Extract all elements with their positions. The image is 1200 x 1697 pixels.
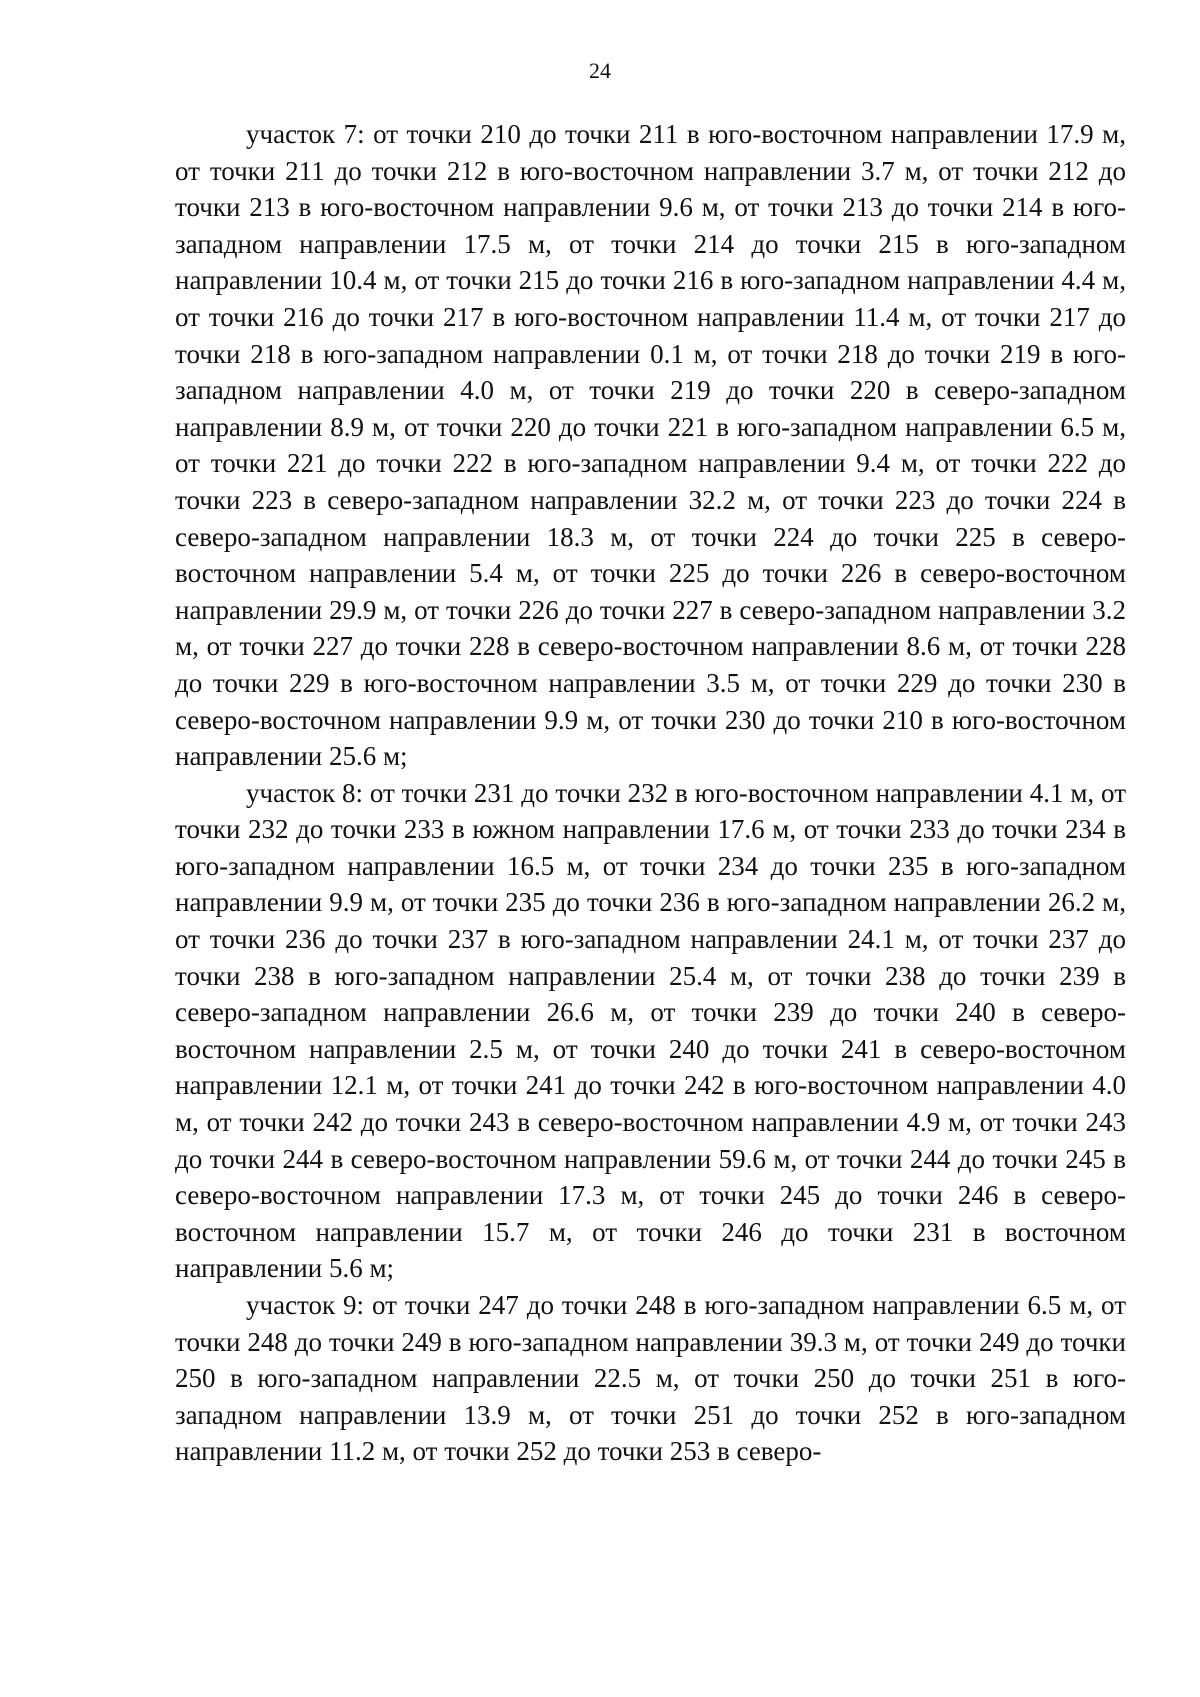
paragraph-plot-9: участок 9: от точки 247 до точки 248 в юго-западном направлении 6.5 м, от точки 248 до точки 249 в юго-западном направлении 39.3 м, от точки 249 до точки 250 в юго-западном направлении 22.5 м, от точки 250 до точки 251 в юго-западном направлении 13.9 м, от точки 251 до точки 252 в юго-западном направлении 11.2 м, от точки 252 до точки 253 в северо- (175, 1290, 1126, 1467)
document-body (175, 116, 1126, 1470)
paragraph-plot-8: участок 8: от точки 231 до точки 232 в юго-восточном направлении 4.1 м, от точки 232 до точки 233 в южном направлении 17.6 м, от точки 233 до точки 234 в юго-западном направлении 16.5 м, от точки 234 до точки 235 в юго-западном направлении 9.9 м, от точки 235 до точки 236 в юго-западном направлении 26.2 м, от точки 236 до точки 237 в юго-западном направлении 24.1 м, от точки 237 до точки 238 в юго-западном направлении 25.4 м, от точки 238 до точки 239 в северо-западном направлении 26.6 м, от точки 239 до точки 240 в северо-восточном направлении 2.5 м, от точки 240 до точки 241 в северо-восточном направлении 12.1 м, от точки 241 до точки 242 в юго-восточном направлении 4.0 м, от точки 242 до точки 243 в северо-восточном направлении 4.9 м, от точки 243 до точки 244 в северо-восточном направлении 59.6 м, от точки 244 до точки 245 в северо-восточном направлении 17.3 м, от точки 245 до точки 246 в северо-восточном направлении 15.7 м, от точки 246 до точки 231 в восточном направлении 5.6 м; (175, 777, 1126, 1284)
paragraph-plot-7: участок 7: от точки 210 до точки 211 в юго-восточном направлении 17.9 м, от точки 211 до точки 212 в юго-восточном направлении 3.7 м, от точки 212 до точки 213 в юго-восточном направлении 9.6 м, от точки 213 до точки 214 в юго-западном направлении 17.5 м, от точки 214 до точки 215 в юго-западном направлении 10.4 м, от точки 215 до точки 216 в юго-западном направлении 4.4 м, от точки 216 до точки 217 в юго-восточном направлении 11.4 м, от точки 217 до точки 218 в юго-западном направлении 0.1 м, от точки 218 до точки 219 в юго-западном направлении 4.0 м, от точки 219 до точки 220 в северо-западном направлении 8.9 м, от точки 220 до точки 221 в юго-западном направлении 6.5 м, от точки 221 до точки 222 в юго-западном направлении 9.4 м, от точки 222 до точки 223 в северо-западном направлении 32.2 м, от точки 223 до точки 224 в северо-западном направлении 18.3 м, от точки 224 до точки 225 в северо-восточном направлении 5.4 м, от точки 225 до точки 226 в северо-восточном направлении 29.9 м, от точки 226 до точки 227 в северо-западном направлении 3.2 м, от точки 227 до точки 228 в северо-восточном направлении 8.6 м, от точки 228 до точки 229 в юго-восточном направлении 3.5 м, от точки 229 до точки 230 в северо-восточном направлении 9.9 м, от точки 230 до точки 210 в юго-восточном направлении 25.6 м; (175, 119, 1126, 772)
page-number: 24 (589, 58, 611, 83)
